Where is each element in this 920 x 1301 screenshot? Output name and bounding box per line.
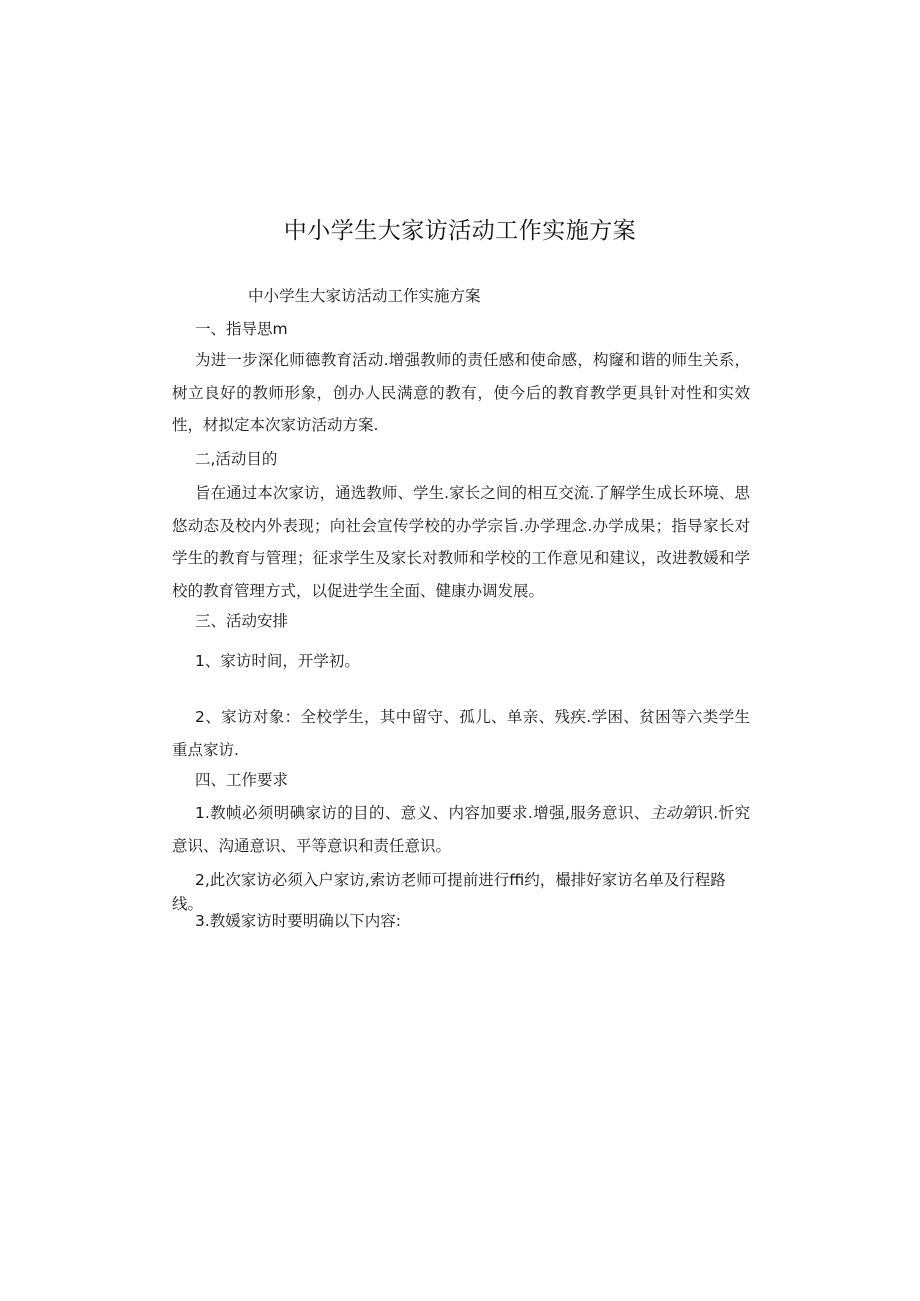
requirement-item-1 [172, 797, 750, 862]
requirement-item-3: 3.教媛家访时要明确以下内容: [195, 912, 402, 930]
arrangement-item-time: 1、家访时间，开学初。 [195, 652, 360, 670]
section-heading-requirements: 四、工作要求 [195, 771, 289, 789]
section-heading-purpose: 二,活动目的 [195, 450, 278, 468]
requirement-item-1-emphasis: 主动第 [649, 804, 698, 822]
requirement-item-1-part-b: 识.忻究意识、沟通意识、平等意识和责任意识。 [172, 804, 750, 855]
arrangement-item-target: 2、家访对象：全校学生，其中留守、孤儿、单亲、残疾.学困、贫困等六类学生重点家访. [172, 708, 750, 759]
section-heading-guiding-idea: 一、指导思m [195, 320, 288, 338]
requirement-item-2: 2,此次家访必须入户家访,索访老师可提前进行ffi约，樶排好家访名单及行程路线。 [172, 871, 726, 913]
document-title: 中小学生大家访活动工作实施方案 [283, 218, 637, 244]
paragraph-guiding-idea: 为进一步深化师德教育活动.增强教师的责任感和使命感，构窿和谐的师生关系，树立良好的教师形象，创办人民满意的教有，使今后的教育教学更具针对性和实效性，材拟定本次家访活动方案. [172, 351, 750, 434]
requirement-item-1-part-a: 1.教帧必须明碘家访的目的、意义、内容加要求.增强,服务意识、 [195, 804, 650, 822]
section-heading-arrangement: 三、活动安排 [195, 612, 289, 630]
paragraph-purpose: 旨在通过本次家访，通选教师、学生.家长之间的相互交流.了解学生成长环境、思悠动态及校内外表现；向社会宣传学校的办学宗旨.办学理念.办学成果；指导家长对学生的教育与管理；征求学生及家长对教师和学校的工作意见和建议，改进教媛和学校的教育管理方式，以促进学生全面、健康办调发展。 [172, 484, 750, 600]
document-subtitle: 中小学生大家访活动工作实施方案 [248, 287, 481, 305]
